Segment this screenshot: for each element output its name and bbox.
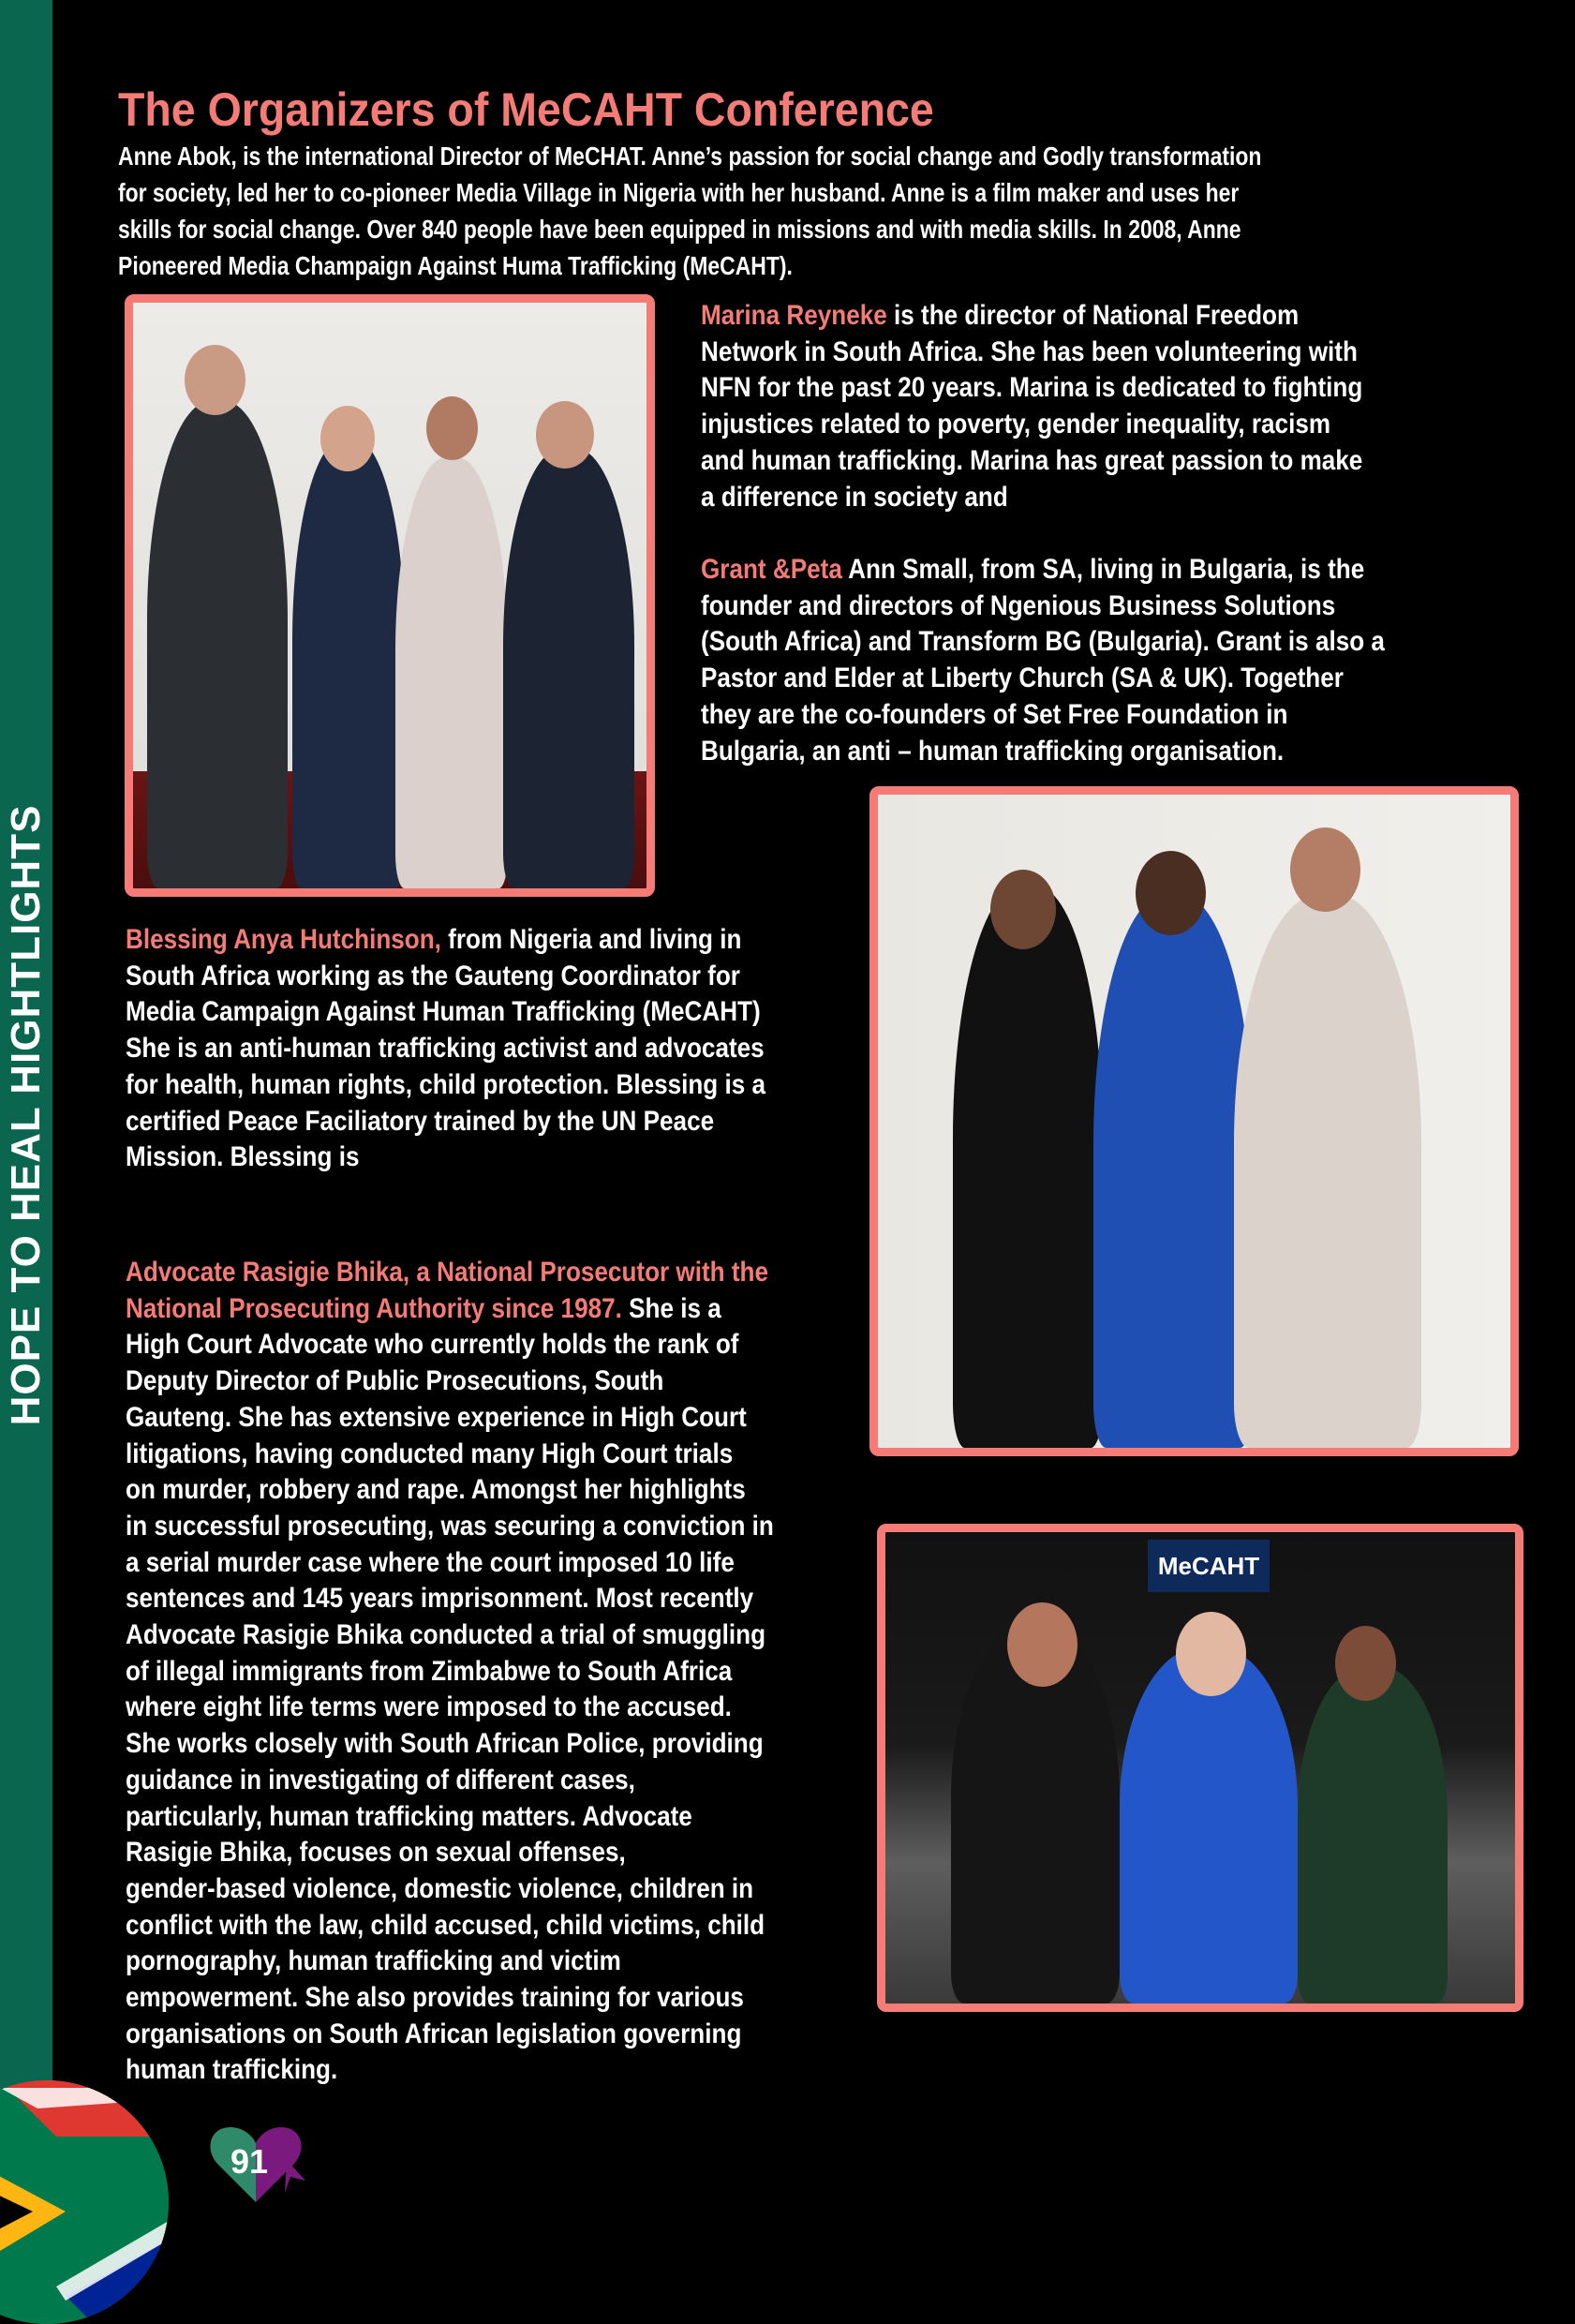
text-segment: sentences and 145 years imprisonment. Most recently <box>126 1583 754 1615</box>
text-segment: organisations on South African legislation governing <box>126 2018 742 2049</box>
text-line <box>126 2017 774 2053</box>
text-line <box>701 480 1362 516</box>
text-line <box>701 407 1362 443</box>
text-line <box>126 1255 774 1291</box>
text-segment: of illegal immigrants from Zimbabwe to South Africa <box>126 1655 733 1687</box>
text-line <box>701 588 1385 625</box>
text-line <box>118 138 1261 174</box>
text-segment: South Africa working as the Gauteng Coordinator for <box>126 960 740 991</box>
highlighted-name: Marina Reyneke <box>701 300 887 331</box>
marina-bio <box>701 298 1362 515</box>
text-segment: She works closely with South African Police, providing <box>126 1728 764 1760</box>
text-line <box>118 174 1261 211</box>
text-line <box>126 994 765 1031</box>
text-segment: conflict with the law, child accused, child victims, child <box>126 1909 765 1941</box>
photo-group-four <box>125 294 655 897</box>
text-line <box>701 370 1362 407</box>
text-segment: human trafficking. <box>126 2054 338 2086</box>
text-line <box>126 1363 774 1400</box>
text-line <box>126 1799 774 1836</box>
text-segment: from Nigeria and living in <box>440 924 742 955</box>
text-segment: She is a <box>621 1292 721 1324</box>
sidebar-title: HOPE TO HEAL HIGHTLIGHTS <box>3 804 49 1426</box>
text-segment: Bulgaria, an anti – human trafficking organisation. <box>701 735 1285 767</box>
text-segment: on murder, robbery and rape. Amongst her highlights <box>126 1474 746 1506</box>
highlighted-name: Grant &Peta <box>701 554 842 585</box>
text-segment: She is an anti-human trafficking activist and advocates <box>126 1033 765 1065</box>
text-segment: where eight life terms were imposed to the accused. <box>126 1691 732 1723</box>
text-segment: injustices related to poverty, gender inequality, racism <box>701 409 1331 440</box>
text-line <box>126 1104 765 1140</box>
text-line <box>126 1654 774 1691</box>
text-line <box>126 1871 774 1908</box>
text-line <box>701 552 1385 588</box>
highlighted-name: National Prosecuting Authority since 1987. <box>126 1292 622 1324</box>
text-segment: Deputy Director of Public Prosecutions, South <box>126 1365 664 1397</box>
text-segment: empowerment. She also provides training for various <box>126 1982 744 2014</box>
text-line <box>126 1327 774 1363</box>
text-segment: Mission. Blessing is <box>126 1141 360 1173</box>
grant-peta-bio <box>701 552 1385 769</box>
advocate-bio <box>126 1255 774 2089</box>
page-title: The Organizers of MeCAHT Conference <box>118 83 934 136</box>
text-line <box>701 624 1385 661</box>
photo-group-three-backdrop <box>869 786 1519 1456</box>
text-line <box>126 1545 774 1582</box>
text-segment: and human trafficking. Marina has great passion to make <box>701 444 1363 476</box>
text-line <box>126 1472 774 1509</box>
text-segment: is the director of National Freedom <box>886 300 1300 331</box>
text-segment: skills for social change. Over 840 people have been equipped in missions and with media skills. In 2008, Anne <box>118 215 1241 244</box>
text-line <box>126 1908 774 1944</box>
text-segment: (South Africa) and Transform BG (Bulgaria). Grant is also a <box>701 626 1385 658</box>
text-segment: a difference in society and <box>701 481 1008 513</box>
text-line <box>126 1140 765 1176</box>
text-segment: litigations, having conducted many High Court trials <box>126 1438 734 1469</box>
text-segment: Advocate Rasigie Bhika conducted a trial of smuggling <box>126 1619 766 1651</box>
highlighted-name: Blessing Anya Hutchinson, <box>126 924 441 955</box>
text-line <box>126 1763 774 1799</box>
text-line <box>126 1031 765 1067</box>
text-segment: Rasigie Bhika, focuses on sexual offenses, <box>126 1837 626 1869</box>
text-segment: Pastor and Elder at Liberty Church (SA & UK). Together <box>701 663 1344 694</box>
text-line <box>126 2052 774 2089</box>
text-segment: they are the co-founders of Set Free Foundation in <box>701 698 1288 730</box>
sidebar <box>0 0 52 2228</box>
blessing-bio <box>126 922 765 1176</box>
text-segment: Gauteng. She has extensive experience in High Court <box>126 1401 747 1433</box>
text-segment: founder and directors of Ngenious Business Solutions <box>701 589 1336 621</box>
text-segment: High Court Advocate who currently holds the rank of <box>126 1329 739 1361</box>
text-line <box>126 1726 774 1763</box>
text-segment: Anne Abok, is the international Director of MeCHAT. Anne’s passion for social change and Godly transformation <box>118 142 1262 171</box>
text-line <box>126 1980 774 2017</box>
text-line <box>126 1509 774 1545</box>
text-segment: for health, human rights, child protection. Blessing is a <box>126 1068 766 1100</box>
text-line <box>701 697 1385 734</box>
text-segment: NFN for the past 20 years. Marina is dedicated to fighting <box>701 372 1363 404</box>
text-line <box>126 922 765 959</box>
text-line <box>126 1690 774 1726</box>
text-line <box>701 298 1362 335</box>
text-segment: certified Peace Faciliatory trained by the UN Peace <box>126 1105 715 1137</box>
text-line <box>701 443 1362 480</box>
text-segment: particularly, human trafficking matters. Advocate <box>126 1800 692 1832</box>
text-segment: guidance in investigating of different cases, <box>126 1764 635 1795</box>
text-segment: Pioneered Media Champaign Against Huma Trafficking (MeCAHT). <box>118 251 793 280</box>
text-line <box>126 1581 774 1617</box>
text-line <box>126 1617 774 1654</box>
page-number: 91 <box>230 2142 269 2181</box>
text-segment: for society, led her to co-pioneer Media Village in Nigeria with her husband. Anne is a film maker and uses her <box>118 178 1240 207</box>
text-line <box>126 1067 765 1104</box>
text-segment: Ann Small, from SA, living in Bulgaria, is the <box>841 554 1365 585</box>
text-segment: pornography, human trafficking and victim <box>126 1945 621 1977</box>
text-segment: a serial murder case where the court imposed 10 life <box>126 1546 735 1578</box>
text-line <box>118 211 1261 247</box>
text-segment: Media Campaign Against Human Trafficking (MeCAHT) <box>126 996 761 1028</box>
text-line <box>118 247 1261 284</box>
text-line <box>126 1944 774 1980</box>
text-segment: in successful prosecuting, was securing a conviction in <box>126 1510 774 1542</box>
text-line <box>701 734 1385 770</box>
text-segment: Network in South Africa. She has been volunteering with <box>701 335 1358 367</box>
text-segment: gender-based violence, domestic violence, children in <box>126 1872 754 1904</box>
text-line <box>126 1291 774 1328</box>
text-line <box>126 1400 774 1437</box>
south-africa-flag-icon <box>0 2080 169 2324</box>
text-line <box>126 959 765 995</box>
text-line <box>701 335 1362 371</box>
text-line <box>126 1835 774 1871</box>
text-line <box>126 1437 774 1473</box>
photo-group-three-stage <box>877 1524 1523 2012</box>
intro-paragraph <box>118 138 1261 284</box>
stage-screen-logo: MeCAHT <box>1148 1540 1270 1592</box>
text-line <box>701 661 1385 697</box>
highlighted-name: Advocate Rasigie Bhika, a National Prosecutor with the <box>126 1257 769 1288</box>
